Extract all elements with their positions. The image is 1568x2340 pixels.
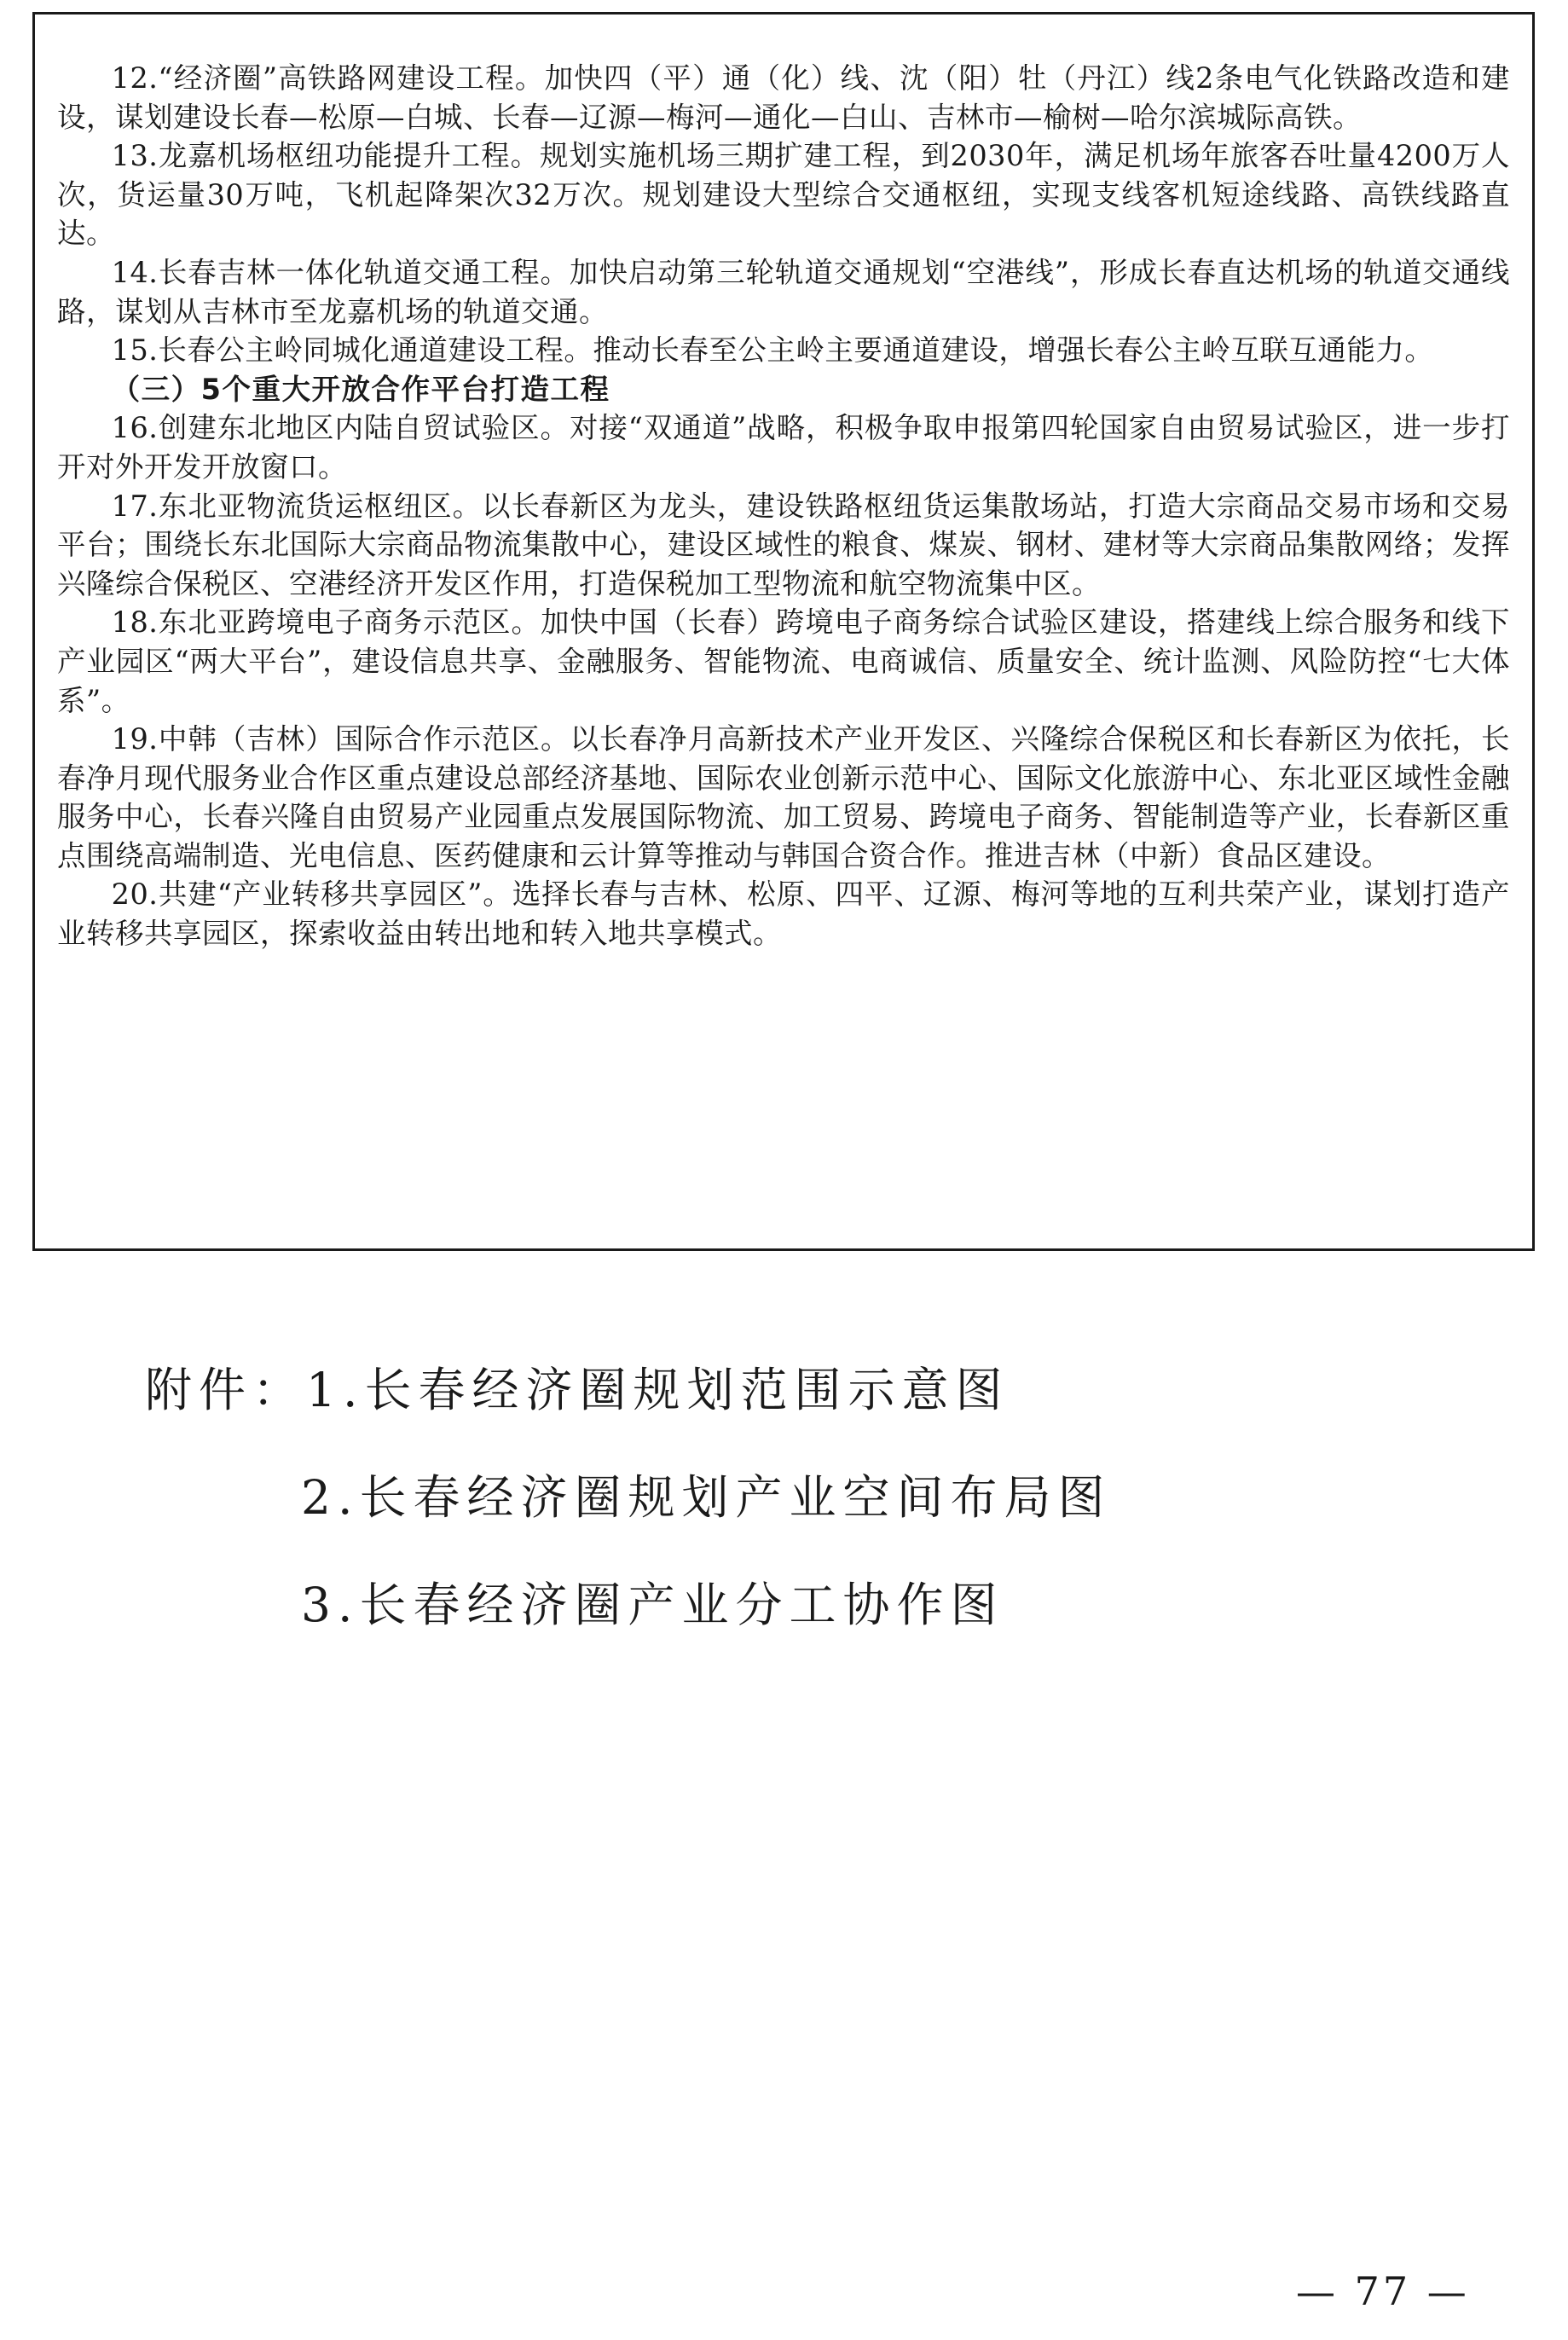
paragraph-20: 20.共建“产业转移共享园区”。选择长春与吉林、松原、四平、辽源、梅河等地的互利共荣产业，谋划打造产业转移共享园区，探索收益由转出地和转入地共享模式。 bbox=[57, 878, 1510, 951]
paragraph-19: 19.中韩（吉林）国际合作示范区。以长春净月高新技术产业开发区、兴隆综合保税区和长春新区为依托，长春净月现代服务业合作区重点建设总部经济基地、国际农业创新示范中心、国际文化旅游中心、东北亚区域性金融服务中心，长春兴隆自由贸易产业园重点发展国际物流、加工贸易、跨境电子商务、智能制造等产业，长春新区重点围绕高端制造、光电信息、医药健康和云计算等推动与韩国合资合作。推进吉林（中新）食品区建设。 bbox=[57, 722, 1510, 872]
attachment-title-1: 1.长春经济圈规划范围示意图 bbox=[306, 1363, 1010, 1417]
attachment-title-2: 2.长春经济圈规划产业空间布局图 bbox=[301, 1470, 1112, 1525]
attachment-item-1 bbox=[145, 1336, 1111, 1444]
attachment-title-3: 3.长春经济圈产业分工协作图 bbox=[301, 1578, 1004, 1632]
attachments-label: 附件： bbox=[145, 1363, 307, 1417]
paragraph-14: 14.长春吉林一体化轨道交通工程。加快启动第三轮轨道交通规划“空港线”，形成长春直达机场的轨道交通线路，谋划从吉林市至龙嘉机场的轨道交通。 bbox=[57, 255, 1510, 328]
attachment-item-2 bbox=[145, 1444, 1111, 1551]
project-list-box bbox=[32, 12, 1535, 1251]
attachment-item-3 bbox=[145, 1551, 1111, 1659]
page-number: — 77 — bbox=[1296, 2268, 1470, 2314]
section-subheading: （三）5个重大开放合作平台打造工程 bbox=[111, 372, 610, 406]
attachments-list bbox=[145, 1336, 1111, 1659]
paragraph-15: 15.长春公主岭同城化通道建设工程。推动长春至公主岭主要通道建设，增强长春公主岭互联互通能力。 bbox=[111, 333, 1434, 368]
paragraph-18: 18.东北亚跨境电子商务示范区。加快中国（长春）跨境电子商务综合试验区建设，搭建线上综合服务和线下产业园区“两大平台”，建设信息共享、金融服务、智能物流、电商诚信、质量安全、统计监测、风险防控“七大体系”。 bbox=[57, 605, 1510, 717]
paragraph-12: 12.“经济圈”高铁路网建设工程。加快四（平）通（化）线、沈（阳）牡（丹江）线2条电气化铁路改造和建设，谋划建设长春—松原—白城、长春—辽源—梅河—通化—白山、吉林市—榆树—哈尔滨城际高铁。 bbox=[57, 61, 1510, 134]
paragraph-16: 16.创建东北地区内陆自贸试验区。对接“双通道”战略，积极争取申报第四轮国家自由贸易试验区，进一步打开对外开发开放窗口。 bbox=[57, 411, 1510, 484]
paragraph-13: 13.龙嘉机场枢纽功能提升工程。规划实施机场三期扩建工程，到2030年，满足机场年旅客吞吐量4200万人次，货运量30万吨，飞机起降架次32万次。规划建设大型综合交通枢纽，实现支线客机短途线路、高铁线路直达。 bbox=[57, 139, 1510, 251]
paragraph-17: 17.东北亚物流货运枢纽区。以长春新区为龙头，建设铁路枢纽货运集散场站，打造大宗商品交易市场和交易平台；围绕长东北国际大宗商品物流集散中心，建设区域性的粮食、煤炭、钢材、建材等大宗商品集散网络；发挥兴隆综合保税区、空港经济开发区作用，打造保税加工型物流和航空物流集中区。 bbox=[57, 489, 1510, 600]
